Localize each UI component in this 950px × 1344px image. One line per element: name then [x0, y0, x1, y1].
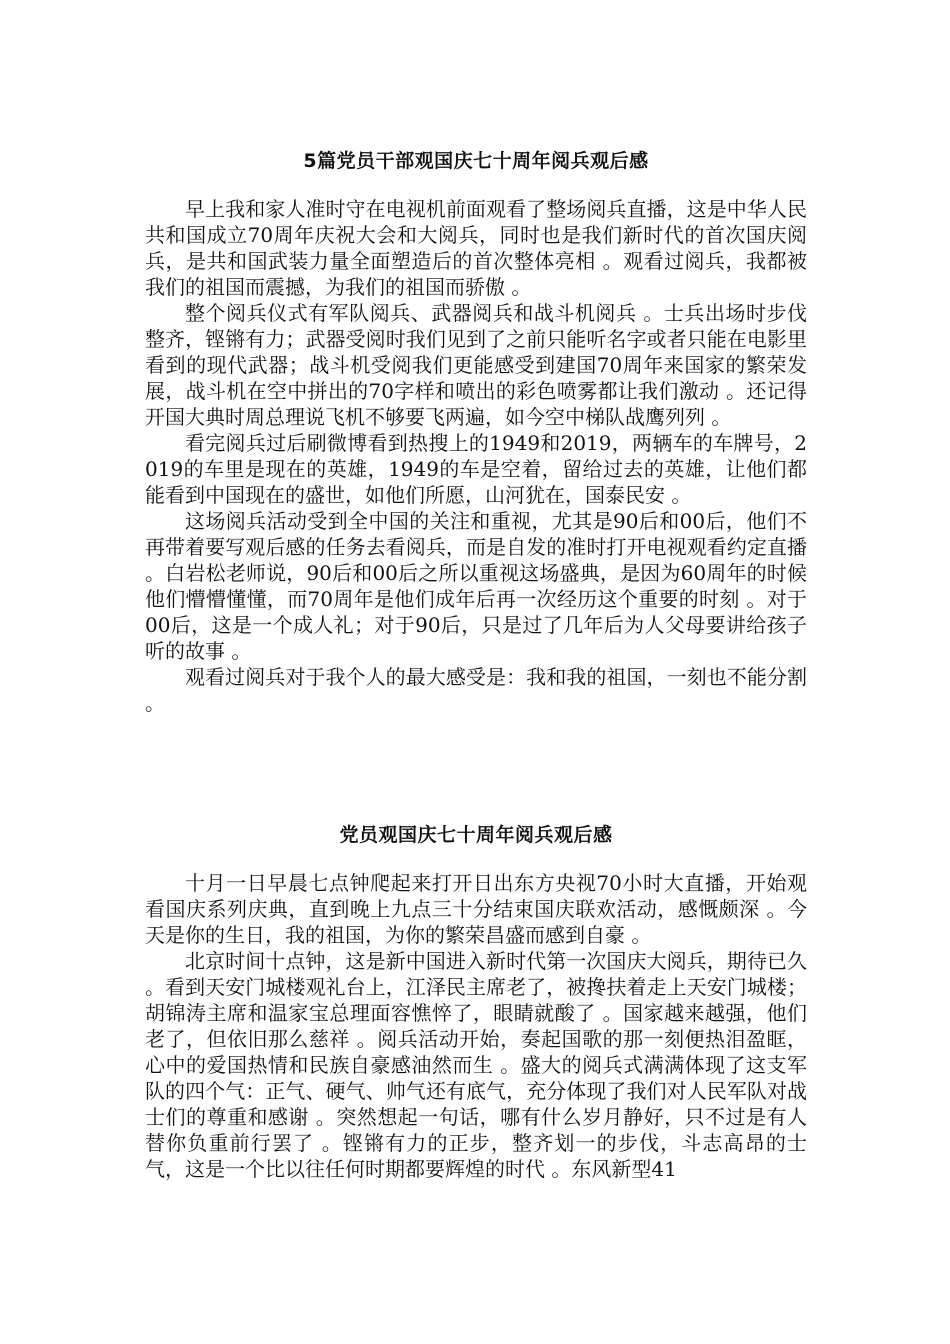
article-1-paragraph-2: 整个阅兵仪式有军队阅兵、武器阅兵和战斗机阅兵 。士兵出场时步伐整齐，铿锵有力；武器受阅时我们见到了之前只能听名字或者只能在电影里看到的现代武器；战斗机受阅我们更能感受到建国70周年来国家的繁荣发展，战斗机在空中拼出的70字样和喷出的彩色喷雾都让我们激动 。还记得开国大典时周总理说飞机不够要飞两遍，如今空中梯队战鹰列列 。: [145, 301, 807, 429]
article-2-paragraph-2: 北京时间十点钟，这是新中国进入新时代第一次国庆大阅兵，期待已久 。看到天安门城楼观礼台上，江泽民主席老了，被搀扶着走上天安门城楼；胡锦涛主席和温家宝总理面容憔悴了，眼睛就酸了 。国家越来越强，他们老了，但依旧那么慈祥 。阅兵活动开始，奏起国歌的那一刻便热泪盈眶，心中的爱国热情和民族自豪感油然而生 。盛大的阅兵式满满体现了这支军队的四个气：正气、硬气、帅气还有底气，充分体现了我们对人民军队对战士们的尊重和感谢 。突然想起一句话，哪有什么岁月静好，只不过是有人替你负重前行罢了 。铿锵有力的正步，整齐划一的步伐，斗志高昂的士气，这是一个比以往任何时期都要辉煌的时代 。东风新型41: [145, 949, 807, 1181]
article-title-2: 党员观国庆七十周年阅兵观后感: [339, 824, 613, 846]
article-section-2: [145, 820, 807, 1182]
article-section-1: [145, 146, 807, 716]
article-title-1: 5篇党员干部观国庆七十周年阅兵观后感: [303, 150, 649, 172]
article-1-paragraph-4: 这场阅兵活动受到全中国的关注和重视，尤其是90后和00后，他们不再带着要写观后感的任务去看阅兵，而是自发的准时打开电视观看约定直播 。白岩松老师说，90后和00后之所以重视这场盛典，是因为60周年的时候他们懵懵懂懂，而70周年是他们成年后再一次经历这个重要的时刻 。对于00后，这是一个成人礼；对于90后，只是过了几年后为人父母要讲给孩子听的故事 。: [145, 509, 807, 663]
article-1-paragraph-5: 观看过阅兵对于我个人的最大感受是：我和我的祖国，一刻也不能分割 。: [145, 665, 807, 715]
article-1-paragraph-1: 早上我和家人准时守在电视机前面观看了整场阅兵直播，这是中华人民共和国成立70周年庆祝大会和大阅兵，同时也是我们新时代的首次国庆阅兵，是共和国武装力量全面塑造后的首次整体亮相 。观看过阅兵，我都被我们的祖国而震撼，为我们的祖国而骄傲 。: [145, 197, 807, 299]
article-1-paragraph-3: 看完阅兵过后刷微博看到热搜上的1949和2019，两辆车的车牌号，2019的车里是现在的英雄，1949的车是空着，留给过去的英雄，让他们都能看到中国现在的盛世，如他们所愿，山河犹在，国泰民安 。: [145, 431, 807, 507]
article-2-paragraph-1: 十月一日早晨七点钟爬起来打开日出东方央视70小时大直播，开始观看国庆系列庆典，直到晚上九点三十分结束国庆联欢活动，感慨颇深 。今天是你的生日，我的祖国，为你的繁荣昌盛而感到自豪 。: [145, 871, 807, 947]
